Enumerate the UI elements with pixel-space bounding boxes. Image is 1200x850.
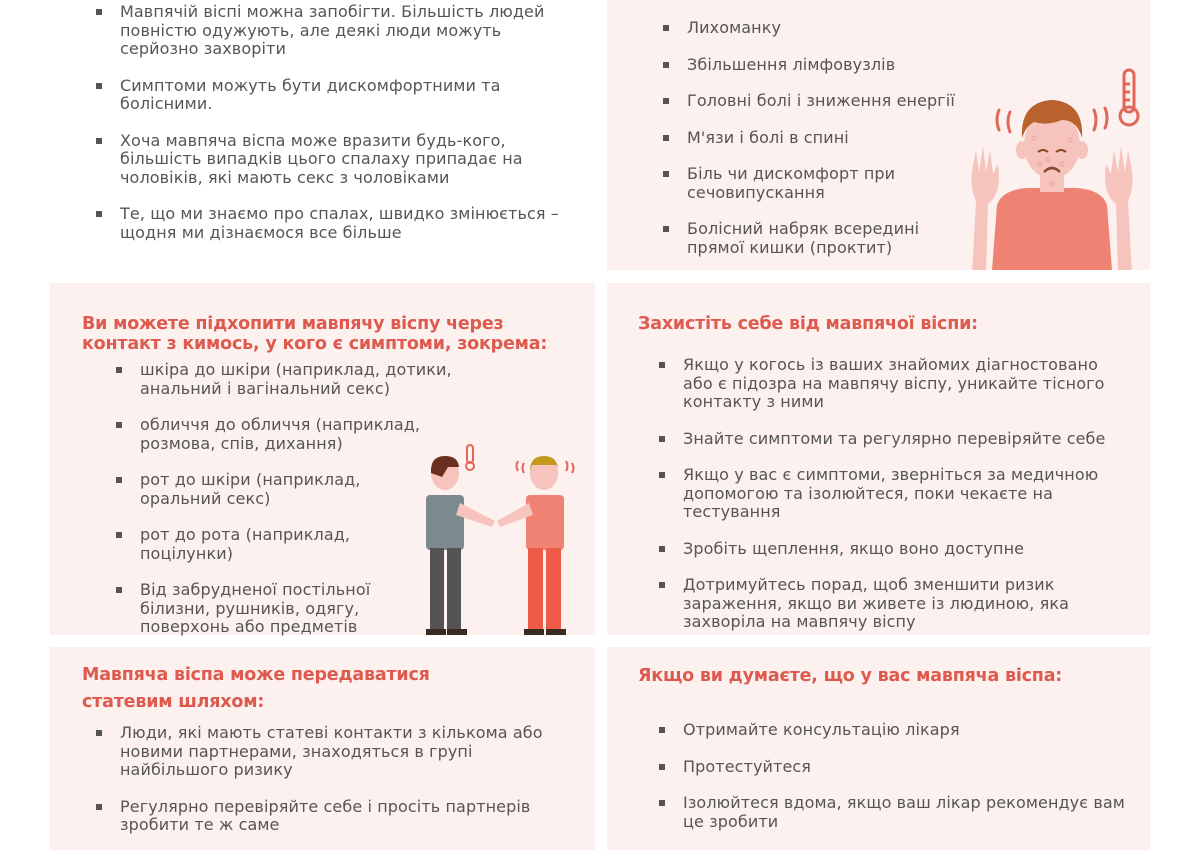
list-item: обличчя до обличчя (наприклад, розмова, спів, дихання)	[114, 416, 460, 453]
list-item: Біль чи дискомфорт при сечовипускання	[661, 165, 937, 202]
list-item: Дотримуйтесь порад, щоб зменшити ризик зараження, якщо ви живете із людиною, яка захворіла на мавпячу віспу	[657, 576, 1127, 632]
suspect-list	[657, 721, 1127, 831]
suspect-title: Якщо ви думаєте, що у вас мавпяча віспа:	[638, 666, 1063, 686]
list-item: М'язи і болі в спині	[661, 129, 991, 148]
symptoms-card	[607, 0, 1150, 270]
list-item: Хоча мавпяча віспа може вразити будь-кого, більшість випадків цього спалаху припадає на чоловіків, які мають секс з чоловіками	[94, 132, 564, 188]
protect-card	[607, 283, 1150, 635]
protect-list	[657, 356, 1127, 632]
sexual-transmission-list	[94, 724, 564, 835]
list-item: Якщо у когось із ваших знайомих діагностовано або є підозра на мавпячу віспу, уникайте тісного контакту з ними	[657, 356, 1127, 412]
list-item: Зробіть щеплення, якщо воно доступне	[657, 540, 1127, 559]
sexual-transmission-title: Мавпяча віспа може передаватися статевим шляхом:	[82, 665, 430, 712]
list-item: Болісний набряк всередині прямої кишки (проктит)	[661, 220, 957, 257]
list-item: Від забрудненої постільної білизни, рушників, одягу, поверхонь або предметів	[114, 581, 390, 637]
list-item: Якщо у вас є симптоми, зверніться за медичною допомогою та ізолюйтеся, поки чекаєте на тестування	[657, 466, 1127, 522]
sexual-transmission-card	[50, 647, 595, 850]
list-item: Регулярно перевіряйте себе і просіть партнерів зробити те ж саме	[94, 798, 564, 835]
list-item: Головні болі і зниження енергії	[661, 92, 991, 111]
list-item: Ізолюйтеся вдома, якщо ваш лікар рекомендує вам це зробити	[657, 794, 1127, 831]
list-item: Знайте симптоми та регулярно перевіряйте себе	[657, 430, 1127, 449]
contact-title: Ви можете підхопити мавпячу віспу через контакт з кимось, у кого є симптоми, зокрема:	[82, 314, 548, 354]
list-item: шкіра до шкіри (наприклад, дотики, анальний і вагінальний секс)	[114, 361, 480, 398]
list-item: Лихоманку	[661, 19, 991, 38]
list-item: Симптоми можуть бути дискомфортними та болісними.	[94, 77, 564, 114]
suspect-card	[607, 647, 1150, 850]
symptoms-list	[661, 19, 991, 257]
list-item: Мавпячій віспі можна запобігти. Більшість людей повністю одужують, але деякі люди можуть серйозно захворіти	[94, 3, 564, 59]
list-item: рот до рота (наприклад, поцілунки)	[114, 526, 390, 563]
contact-list	[114, 360, 452, 637]
list-item: Те, що ми знаємо про спалах, швидко змінюється – щодня ми дізнаємося все більше	[94, 205, 564, 242]
sick-person-illustration	[952, 60, 1152, 270]
list-item: Отримайте консультацію лікаря	[657, 721, 1127, 740]
list-item: Протестуйтеся	[657, 758, 1127, 777]
list-item: Збільшення лімфовузлів	[661, 56, 991, 75]
protect-title: Захистіть себе від мавпячої віспи:	[638, 314, 978, 334]
facts-list	[94, 3, 564, 242]
contact-card	[50, 283, 595, 635]
facts-card	[50, 0, 595, 270]
thermometer-icon	[1120, 70, 1138, 125]
list-item: Люди, які мають статеві контакти з кількома або новими партнерами, знаходяться в групі найбільшого ризику	[94, 724, 564, 780]
list-item: рот до шкіри (наприклад, оральний секс)	[114, 471, 400, 508]
thermometer-icon	[466, 445, 474, 470]
handshake-illustration	[412, 443, 582, 638]
